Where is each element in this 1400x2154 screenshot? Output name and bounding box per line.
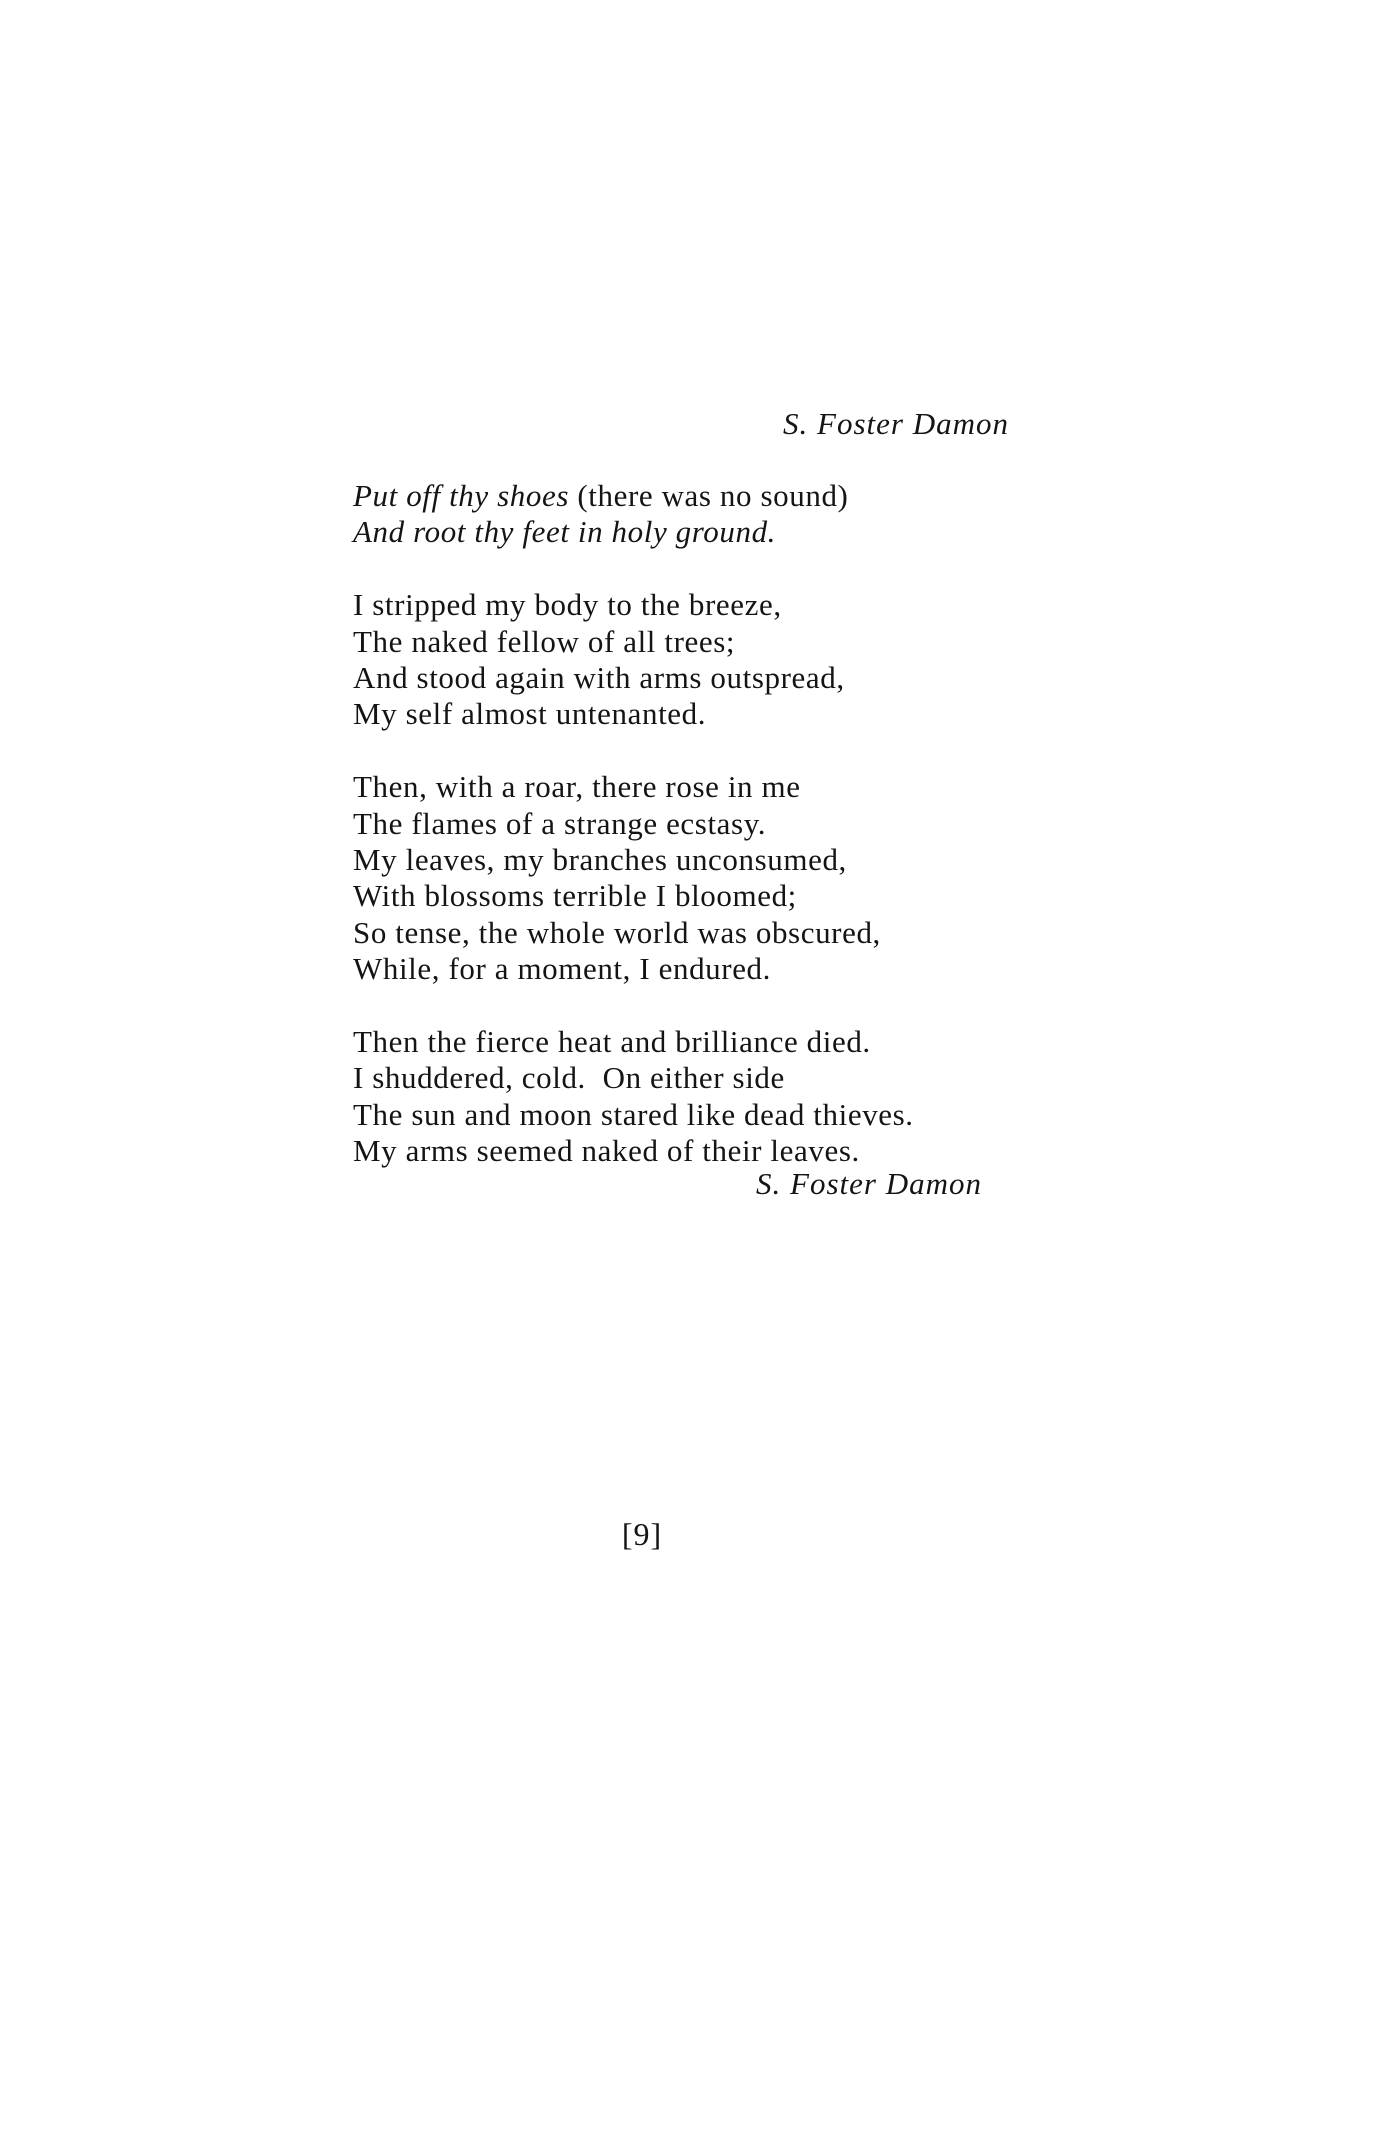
poem-line: While, for a moment, I endured.: [353, 951, 772, 987]
poem-line: Then the fierce heat and brilliance died.: [353, 1023, 871, 1059]
poem-line: The naked fellow of all trees;: [353, 623, 736, 659]
running-head-author: S. Foster Damon: [783, 406, 1009, 441]
poem-line: With blossoms terrible I bloomed;: [353, 878, 797, 914]
poem-line: Then, with a roar, there rose in me: [353, 769, 801, 805]
poem-stanza: [353, 1024, 1053, 1170]
poem-line: And stood again with arms outspread,: [353, 659, 845, 695]
poem-signature: S. Foster Damon: [756, 1166, 982, 1201]
poem-line: My self almost untenanted.: [353, 696, 707, 732]
poem-stanza: [353, 587, 1053, 733]
poem-line: I stripped my body to the breeze,: [353, 587, 782, 623]
epigraph-italic-text: Put off thy shoes: [353, 478, 569, 513]
poem-epigraph: [353, 478, 1053, 551]
poem-line: My arms seemed naked of their leaves.: [353, 1133, 860, 1169]
poem-line: So tense, the whole world was obscured,: [353, 914, 881, 950]
poem: [353, 478, 1053, 1169]
poem-line: [353, 478, 1053, 514]
poem-line: The flames of a strange ecstasy.: [353, 805, 767, 841]
poem-line: The sun and moon stared like dead thieves.: [353, 1096, 914, 1132]
poem-line: I shuddered, cold. On either side: [353, 1060, 785, 1096]
poem-line: And root thy feet in holy ground.: [353, 514, 777, 550]
poem-line: My leaves, my branches unconsumed,: [353, 841, 847, 877]
poem-stanza: [353, 769, 1053, 987]
page-number: [9]: [621, 1516, 663, 1552]
epigraph-roman-text: (there was no sound): [577, 478, 849, 513]
